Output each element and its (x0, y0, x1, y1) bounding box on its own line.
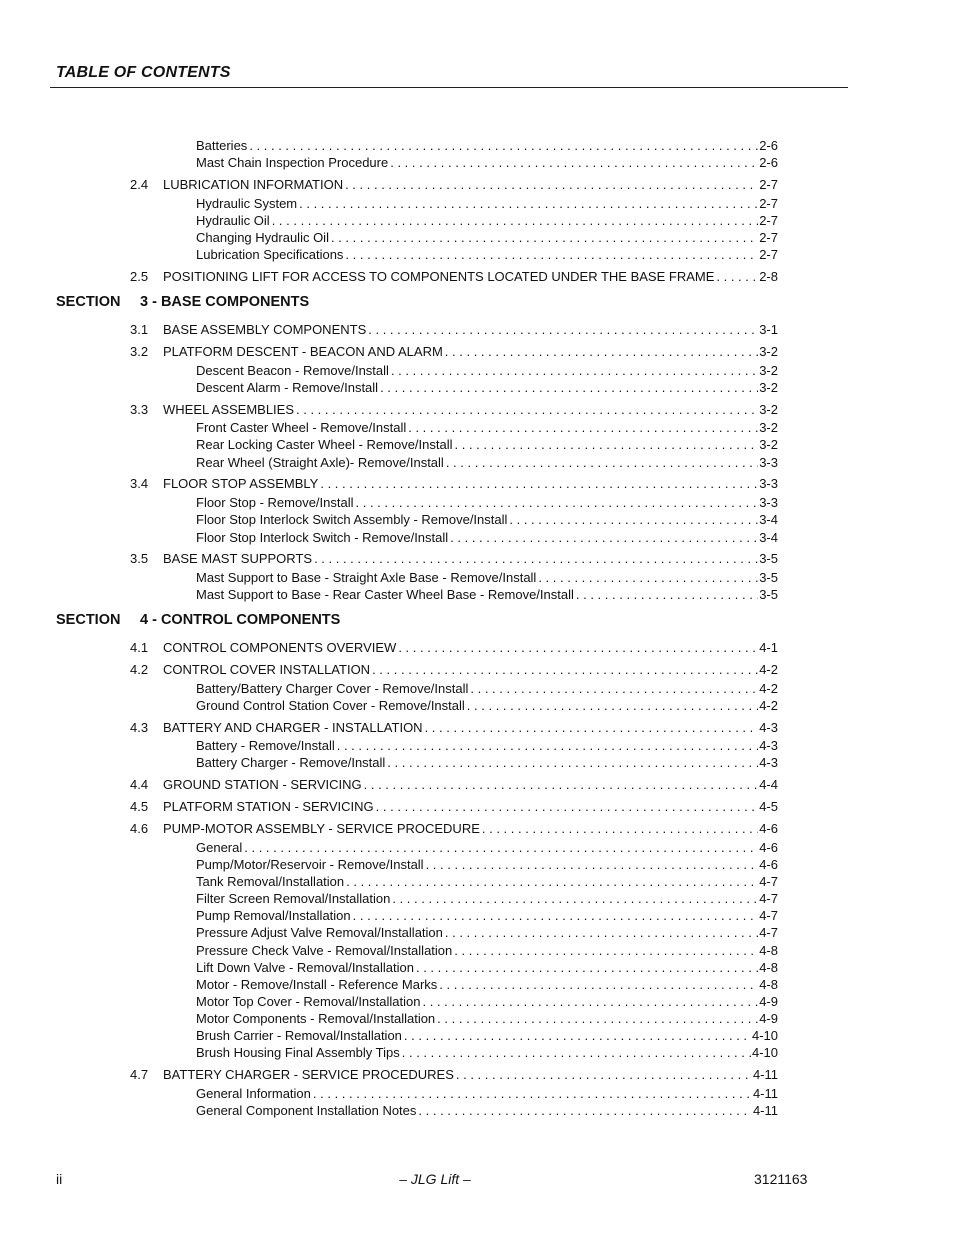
toc-entry-page: 3-5 (759, 570, 778, 585)
toc-entry-page: 3-4 (759, 530, 778, 545)
toc-entry-title: Battery Charger - Remove/Install (196, 755, 386, 770)
toc-entry-title: Battery - Remove/Install (196, 738, 335, 753)
dot-leader (445, 343, 758, 360)
toc-subentry[interactable] (196, 976, 778, 993)
toc-entry-title: CONTROL COVER INSTALLATION (163, 662, 371, 677)
toc-entry-page: 3-2 (759, 402, 778, 417)
toc-entry-page: 3-5 (759, 587, 778, 602)
section-label: SECTION (56, 612, 121, 628)
toc-entry-number: 2.5 (130, 269, 149, 284)
toc-entry[interactable] (130, 321, 778, 338)
toc-entry-title: Tank Removal/Installation (196, 874, 345, 889)
toc-entry-page: 3-5 (759, 551, 778, 566)
toc-entry-page: 4-11 (752, 1067, 778, 1082)
toc-entry-page: 4-8 (759, 977, 778, 992)
toc-subentry[interactable] (196, 586, 778, 603)
toc-entry-page: 3-2 (759, 344, 778, 359)
dot-leader (272, 212, 759, 229)
toc-entry-page: 4-6 (759, 857, 778, 872)
footer-page-number: ii (56, 1171, 63, 1187)
footer-doc-number: 3121163 (754, 1171, 808, 1187)
toc-subentry[interactable] (196, 436, 778, 453)
toc-subentry[interactable] (196, 137, 778, 154)
toc-entry-title: LUBRICATION INFORMATION (163, 177, 344, 192)
toc-entry-title: PLATFORM DESCENT - BEACON AND ALARM (163, 344, 443, 359)
dot-leader (313, 1085, 752, 1102)
toc-entry-title: Mast Support to Base - Straight Axle Base - Remove/Install (196, 570, 537, 585)
toc-subentry[interactable] (196, 873, 778, 890)
toc-entry-page: 3-2 (759, 363, 778, 378)
dot-leader (408, 419, 758, 436)
toc-entry-page: 3-3 (759, 476, 778, 491)
toc-subentry[interactable] (196, 1010, 778, 1027)
dot-leader (482, 820, 758, 837)
toc-entry-number: 4.1 (130, 640, 149, 655)
dot-leader (437, 1010, 758, 1027)
footer-brand: – JLG Lift – (399, 1171, 471, 1187)
toc-subentry[interactable] (196, 379, 778, 396)
dot-leader (392, 890, 758, 907)
toc-entry-number: 3.1 (130, 322, 149, 337)
toc-entry-page: 3-4 (759, 512, 778, 527)
toc-entry-page: 4-3 (759, 720, 778, 735)
dot-leader (538, 569, 758, 586)
toc-entry[interactable] (130, 176, 778, 193)
toc-entry-title: GROUND STATION - SERVICING (163, 777, 362, 792)
toc-entry-title: Mast Support to Base - Rear Caster Wheel Base - Remove/Install (196, 587, 574, 602)
toc-entry[interactable] (130, 798, 778, 815)
toc-entry-page: 4-7 (759, 874, 778, 889)
toc-entry-title: Motor Top Cover - Removal/Installation (196, 994, 421, 1009)
toc-entry-title: Battery/Battery Charger Cover - Remove/Install (196, 681, 469, 696)
toc-entry-title: BATTERY AND CHARGER - INSTALLATION (163, 720, 423, 735)
dot-leader (387, 754, 758, 771)
toc-entry-title: Lift Down Valve - Removal/Installation (196, 960, 414, 975)
dot-leader (314, 550, 758, 567)
toc-entry-title: Motor - Remove/Install - Reference Marks (196, 977, 438, 992)
dot-leader (398, 639, 758, 656)
toc-entry-page: 4-9 (759, 994, 778, 1009)
toc-entry-title: FLOOR STOP ASSEMBLY (163, 476, 319, 491)
section-heading (56, 610, 340, 630)
toc-entry-number: 4.6 (130, 821, 149, 836)
dot-leader (364, 776, 759, 793)
dot-leader (296, 401, 758, 418)
toc-entry-title: Mast Chain Inspection Procedure (196, 155, 389, 170)
toc-entry-page: 2-7 (759, 196, 778, 211)
toc-entry-title: Rear Locking Caster Wheel - Remove/Install (196, 437, 453, 452)
toc-entry-title: WHEEL ASSEMBLIES (163, 402, 295, 417)
toc-subentry[interactable] (196, 1044, 778, 1061)
dot-leader (376, 798, 759, 815)
toc-entry-page: 4-2 (759, 698, 778, 713)
toc-entry-page: 4-10 (751, 1045, 778, 1060)
toc-entry-title: Pump Removal/Installation (196, 908, 351, 923)
toc-entry-page: 3-1 (759, 322, 778, 337)
dot-leader (455, 436, 759, 453)
toc-entry-title: Descent Beacon - Remove/Install (196, 363, 389, 378)
toc-entry-number: 3.4 (130, 476, 149, 491)
toc-entry-title: Floor Stop Interlock Switch Assembly - Remove/Install (196, 512, 508, 527)
toc-entry[interactable] (130, 639, 778, 656)
toc-subentry[interactable] (196, 993, 778, 1010)
toc-entry-number: 4.3 (130, 720, 149, 735)
toc-entry-page: 2-6 (759, 138, 778, 153)
toc-entry-page: 3-3 (759, 495, 778, 510)
dot-leader (716, 268, 758, 285)
toc-subentry[interactable] (196, 856, 778, 873)
dot-leader (450, 529, 758, 546)
toc-subentry[interactable] (196, 924, 778, 941)
dot-leader (425, 719, 759, 736)
toc-entry-title: BASE MAST SUPPORTS (163, 551, 313, 566)
toc-subentry[interactable] (196, 154, 778, 171)
toc-entry-title: Batteries (196, 138, 248, 153)
toc-entry-number: 4.2 (130, 662, 149, 677)
dot-leader (356, 494, 759, 511)
toc-entry-page: 2-8 (759, 269, 778, 284)
toc-entry-page: 4-10 (751, 1028, 778, 1043)
toc-entry-number: 4.7 (130, 1067, 149, 1082)
toc-entry-title: Pressure Check Valve - Removal/Installation (196, 943, 453, 958)
toc-entry-page: 4-3 (759, 755, 778, 770)
toc-entry[interactable] (130, 719, 778, 736)
toc-entry-page: 4-4 (759, 777, 778, 792)
toc-entry-page: 2-7 (759, 213, 778, 228)
dot-leader (576, 586, 758, 603)
toc-entry-title: Lubrication Specifications (196, 247, 344, 262)
toc-entry-title: General (196, 840, 243, 855)
toc-entry-page: 4-11 (752, 1103, 778, 1118)
toc-entry-title: General Information (196, 1086, 311, 1101)
toc-entry[interactable] (130, 776, 778, 793)
dot-leader (372, 661, 758, 678)
dot-leader (299, 195, 758, 212)
toc-subentry[interactable] (196, 229, 778, 246)
toc-entry-page: 4-6 (759, 840, 778, 855)
dot-leader (320, 475, 758, 492)
toc-entry-page: 4-6 (759, 821, 778, 836)
toc-entry-page: 2-7 (759, 247, 778, 262)
dot-leader (426, 856, 759, 873)
dot-leader (454, 942, 758, 959)
toc-entry-title: BATTERY CHARGER - SERVICE PROCEDURES (163, 1067, 454, 1082)
toc-entry-page: 4-8 (759, 960, 778, 975)
dot-leader (404, 1027, 751, 1044)
section-title: 4 - CONTROL COMPONENTS (140, 612, 341, 628)
toc-entry-title: Rear Wheel (Straight Axle)- Remove/Install (196, 455, 444, 470)
dot-leader (402, 1044, 751, 1061)
dot-leader (353, 907, 759, 924)
toc-subentry[interactable] (196, 511, 778, 528)
toc-subentry[interactable] (196, 212, 778, 229)
toc-subentry[interactable] (196, 737, 778, 754)
toc-subentry[interactable] (196, 1102, 778, 1119)
dot-leader (337, 737, 758, 754)
dot-leader (445, 924, 758, 941)
toc-entry-page: 3-3 (759, 455, 778, 470)
toc-subentry[interactable] (196, 1085, 778, 1102)
toc-entry-page: 4-2 (759, 662, 778, 677)
toc-entry-page: 4-5 (759, 799, 778, 814)
toc-entry-page: 4-11 (752, 1086, 778, 1101)
toc-entry-page: 4-2 (759, 681, 778, 696)
toc-subentry[interactable] (196, 362, 778, 379)
toc-entry-number: 3.5 (130, 551, 149, 566)
toc-entry-title: Hydraulic System (196, 196, 298, 211)
dot-leader (509, 511, 758, 528)
toc-entry-page: 4-9 (759, 1011, 778, 1026)
toc-entry-page: 3-2 (759, 380, 778, 395)
toc-entry[interactable] (130, 268, 778, 285)
section-label: SECTION (56, 294, 121, 310)
dot-leader (331, 229, 758, 246)
toc-entry[interactable] (130, 343, 778, 360)
toc-entry-title: Changing Hydraulic Oil (196, 230, 329, 245)
dot-leader (446, 454, 758, 471)
toc-entry[interactable] (130, 401, 778, 418)
toc-entry-title: Ground Control Station Cover - Remove/Install (196, 698, 465, 713)
toc-entry-number: 2.4 (130, 177, 149, 192)
toc-entry-title: PLATFORM STATION - SERVICING (163, 799, 374, 814)
toc-entry-page: 4-7 (759, 891, 778, 906)
dot-leader (249, 137, 758, 154)
toc-subentry[interactable] (196, 697, 778, 714)
toc-entry-title: POSITIONING LIFT FOR ACCESS TO COMPONENTS LOCATED UNDER THE BASE FRAME (163, 269, 715, 284)
toc-subentry[interactable] (196, 839, 778, 856)
toc-entry-title: Brush Carrier - Removal/Installation (196, 1028, 402, 1043)
page-header-title: TABLE OF CONTENTS (56, 64, 231, 81)
toc-subentry[interactable] (196, 959, 778, 976)
toc-entry-page: 4-1 (759, 640, 778, 655)
toc-subentry[interactable] (196, 754, 778, 771)
dot-leader (244, 839, 758, 856)
toc-entry-title: Floor Stop - Remove/Install (196, 495, 354, 510)
dot-leader (470, 680, 758, 697)
dot-leader (439, 976, 758, 993)
toc-entry-page: 4-7 (759, 908, 778, 923)
toc-entry-number: 4.4 (130, 777, 149, 792)
toc-subentry[interactable] (196, 942, 778, 959)
dot-leader (391, 362, 758, 379)
toc-entry[interactable] (130, 1066, 778, 1083)
toc-entry-page: 4-8 (759, 943, 778, 958)
dot-leader (368, 321, 758, 338)
toc-entry-title: Brush Housing Final Assembly Tips (196, 1045, 400, 1060)
toc-entry-title: CONTROL COMPONENTS OVERVIEW (163, 640, 397, 655)
toc-entry-page: 2-6 (759, 155, 778, 170)
toc-entry-page: 2-7 (759, 230, 778, 245)
toc-entry-page: 2-7 (759, 177, 778, 192)
dot-leader (416, 959, 758, 976)
toc-entry-number: 4.5 (130, 799, 149, 814)
toc-subentry[interactable] (196, 890, 778, 907)
toc-subentry[interactable] (196, 494, 778, 511)
toc-subentry[interactable] (196, 1027, 778, 1044)
toc-entry[interactable] (130, 661, 778, 678)
section-heading (56, 292, 309, 312)
toc-subentry[interactable] (196, 246, 778, 263)
toc-subentry[interactable] (196, 569, 778, 586)
toc-entry-title: BASE ASSEMBLY COMPONENTS (163, 322, 367, 337)
toc-entry[interactable] (130, 820, 778, 837)
toc-entry-number: 3.3 (130, 402, 149, 417)
toc-entry-title: Descent Alarm - Remove/Install (196, 380, 379, 395)
toc-entry[interactable] (130, 550, 778, 567)
toc-entry-title: Pressure Adjust Valve Removal/Installation (196, 925, 443, 940)
toc-entry-title: Front Caster Wheel - Remove/Install (196, 420, 407, 435)
toc-subentry[interactable] (196, 454, 778, 471)
toc-subentry[interactable] (196, 419, 778, 436)
dot-leader (345, 176, 758, 193)
toc-entry-page: 4-3 (759, 738, 778, 753)
toc-entry-title: PUMP-MOTOR ASSEMBLY - SERVICE PROCEDURE (163, 821, 480, 836)
toc-entry-title: Hydraulic Oil (196, 213, 270, 228)
toc-entry-title: General Component Installation Notes (196, 1103, 417, 1118)
toc-entry-title: Motor Components - Removal/Installation (196, 1011, 436, 1026)
toc-entry-number: 3.2 (130, 344, 149, 359)
toc-entry-title: Pump/Motor/Reservoir - Remove/Install (196, 857, 424, 872)
toc-entry-page: 3-2 (759, 437, 778, 452)
toc-entry-title: Filter Screen Removal/Installation (196, 891, 391, 906)
toc-entry[interactable] (130, 475, 778, 492)
dot-leader (467, 697, 758, 714)
toc-entry-page: 4-7 (759, 925, 778, 940)
section-title: 3 - BASE COMPONENTS (140, 294, 310, 310)
dot-leader (346, 873, 758, 890)
dot-leader (380, 379, 758, 396)
toc-subentry[interactable] (196, 907, 778, 924)
toc-entry-title: Floor Stop Interlock Switch - Remove/Install (196, 530, 449, 545)
dot-leader (456, 1066, 752, 1083)
dot-leader (422, 993, 758, 1010)
dot-leader (390, 154, 758, 171)
toc-subentry[interactable] (196, 529, 778, 546)
toc-subentry[interactable] (196, 680, 778, 697)
toc-subentry[interactable] (196, 195, 778, 212)
dot-leader (345, 246, 758, 263)
toc-entry-page: 3-2 (759, 420, 778, 435)
dot-leader (418, 1102, 752, 1119)
